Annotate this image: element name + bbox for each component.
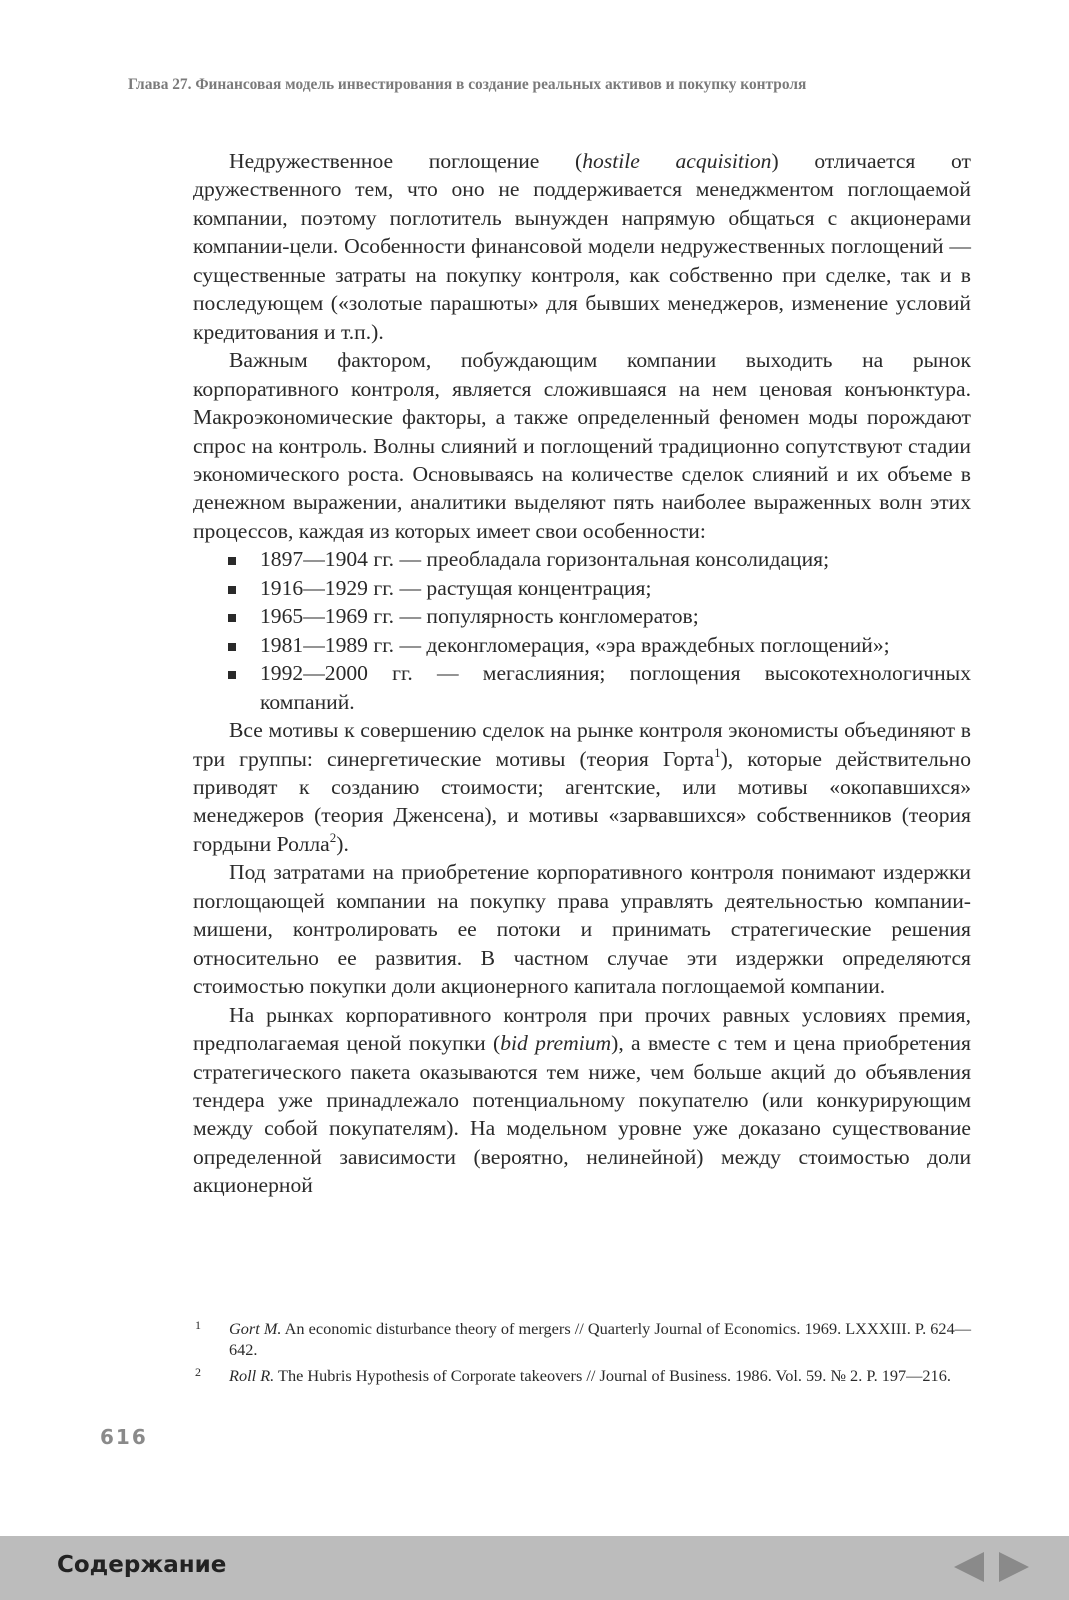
merger-waves-list <box>193 545 971 716</box>
list-item <box>193 574 971 602</box>
footnote-ref-2: 2 <box>329 829 337 845</box>
p3-text-2: ), которые действительно приводят к созданию стоимости; агентские, или мотивы «окопавшихся» менеджеров (теория Дженсена), и мотивы «зарвавшихся» собственников (теория гордыни Ролла <box>193 746 971 856</box>
square-bullet-icon <box>228 614 236 622</box>
paragraph-market-factors: Важным фактором, побуждающим компании выходить на рынок корпоративного контроля, является сложившаяся на нем ценовая конъюнктура. Макроэкономические факторы, а также определенный феномен моды порождают спрос на контроль. Волны слияний и поглощений традиционно сопутствуют стадии экономического роста. Основываясь на количестве сделок слияний и их объеме в денежном выражении, аналитики выделяют пять наиболее выраженных волн этих процессов, каждая из которых имеет свои особенности: <box>193 348 971 543</box>
running-header: Глава 27. Финансовая модель инвестирования в создание реальных активов и покупку контроля <box>128 76 807 93</box>
p3-text-3: ). <box>336 831 349 856</box>
paragraph-control-costs: Под затратами на приобретение корпоративного контроля понимают издержки поглощающей компании на покупку права управлять деятельностью компании-мишени, контролировать ее потоки и принимать стратегические решения относительно ее развития. В частном случае эти издержки определяются стоимостью покупки доли акционерного капитала поглощаемой компании. <box>193 860 971 999</box>
list-item <box>193 545 971 573</box>
paragraph-hostile-acquisition <box>193 147 971 346</box>
next-page-button[interactable] <box>997 1550 1031 1589</box>
footnote-author: Gort M. <box>229 1319 282 1338</box>
paragraph-bid-premium <box>193 1001 971 1200</box>
page-number: 616 <box>100 1425 148 1449</box>
p3-text-1: Все мотивы к совершению сделок на рынке контроля экономисты объединяют в три группы: синергетические мотивы (теория Горта <box>193 718 971 771</box>
footnote-number: 1 <box>195 1318 201 1332</box>
footnote-1 <box>193 1318 971 1360</box>
list-item-text: 1897—1904 гг. — преобладала горизонтальная консолидация; <box>260 547 830 572</box>
p5-text-start: На рынках корпоративного контроля при прочих равных условиях премия, предполагаемая ценой покупки ( <box>193 1002 971 1056</box>
list-item-text: 1916—1929 гг. — растущая концентрация; <box>260 575 652 600</box>
footnote-2 <box>193 1365 971 1386</box>
list-item <box>193 631 971 659</box>
footnote-text: The Hubris Hypothesis of Corporate takeovers // Journal of Business. 1986. Vol. 59. № 2. P. 197—216. <box>274 1366 951 1385</box>
p1-text-end: ) отличается от дружественного тем, что оно не поддерживается менеджментом поглощаемой компании, поэтому поглотитель вынужден напрямую общаться с акционерами компании-цели. Особенности финансовой модели недружественных поглощений — существенные затраты на покупку контроля, как собственно при сделке, так и в последующем («золотые парашюты» для бывших менеджеров, изменение условий кредитования и т.п.). <box>193 149 971 344</box>
list-item-text: 1965—1969 гг. — популярность конгломератов; <box>260 604 699 629</box>
p5-term: bid premium <box>500 1031 612 1056</box>
footnotes <box>193 1318 971 1391</box>
left-triangle-arrow-icon <box>952 1550 986 1584</box>
paragraph-motives <box>193 716 971 858</box>
p5-text-end: ), а вместе с тем и цена приобретения стратегического пакета оказываются тем ниже, чем больше акций до объявления тендера уже принадлежало потенциальному покупателю (или конкурирующим между собой покупателям). На модельном уровне уже доказано существование определенной зависимости (вероятно, нелинейной) между стоимостью доли акционерной <box>193 1031 971 1198</box>
footnote-text: An economic disturbance theory of mergers // Quarterly Journal of Economics. 1969. LXXXIII. P. 624—642. <box>229 1319 971 1359</box>
square-bullet-icon <box>228 671 236 679</box>
right-triangle-arrow-icon <box>997 1550 1031 1584</box>
footnote-ref-1: 1 <box>714 744 721 760</box>
square-bullet-icon <box>228 586 236 594</box>
footnote-author: Roll R. <box>229 1366 275 1385</box>
previous-page-button[interactable] <box>952 1550 986 1589</box>
square-bullet-icon <box>228 643 236 651</box>
list-item <box>193 602 971 630</box>
square-bullet-icon <box>228 557 236 565</box>
p1-text-start: Недружественное поглощение ( <box>229 149 583 173</box>
table-of-contents-link[interactable]: Содержание <box>57 1552 227 1578</box>
main-text <box>193 147 971 1200</box>
list-item-text: 1992—2000 гг. — мегаслияния; поглощения высокотехнологичных компаний. <box>260 661 971 714</box>
footnote-number: 2 <box>195 1365 201 1379</box>
list-item-text: 1981—1989 гг. — деконгломерация, «эра враждебных поглощений»; <box>260 632 890 657</box>
p1-term: hostile acquisition <box>582 149 772 173</box>
footer-navigation-bar <box>0 1536 1069 1600</box>
list-item <box>193 659 971 716</box>
